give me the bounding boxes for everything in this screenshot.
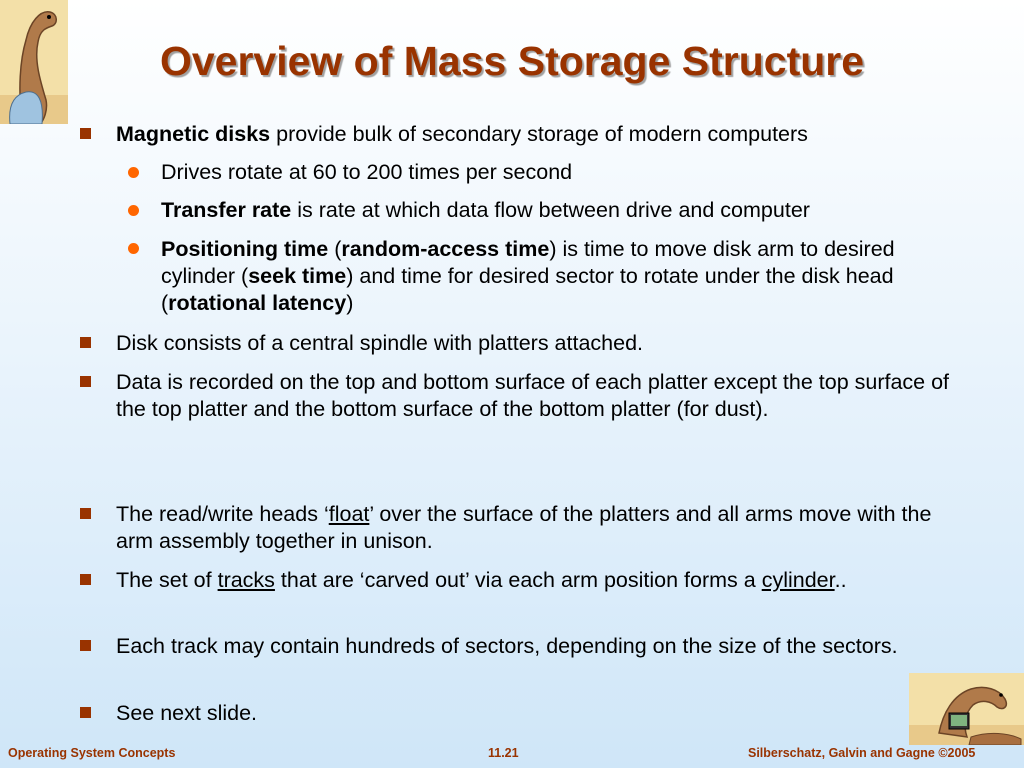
square-bullet-icon — [80, 376, 91, 387]
dinosaur-laptop-image — [909, 673, 1024, 745]
bullet-see-next-slide: See next slide. — [116, 701, 258, 725]
sub-bullet-transfer-rate: Transfer rate is rate at which data flow between drive and computer — [161, 198, 810, 222]
footer-course-title: Operating System Concepts — [8, 746, 176, 760]
square-bullet-icon — [80, 508, 91, 519]
round-bullet-icon — [128, 205, 139, 216]
bullet-magnetic-disks: Magnetic disks provide bulk of secondary storage of modern computers — [116, 122, 808, 146]
slide-title: Overview of Mass Storage Structure — [159, 38, 865, 84]
footer-slide-number: 11.21 — [488, 746, 519, 760]
square-bullet-icon — [80, 337, 91, 348]
bullet-tracks-cylinder: The set of tracks that are ‘carved out’ via each arm position forms a cylinder.. — [116, 568, 847, 592]
round-bullet-icon — [128, 167, 139, 178]
bullet-recorded-surfaces: Data is recorded on the top and bottom surface of each platter except the top surface of the top platter and the bottom surface of the bottom platter (for dust). — [116, 370, 950, 421]
square-bullet-icon — [80, 640, 91, 651]
footer-copyright: Silberschatz, Galvin and Gagne ©2005 — [748, 746, 976, 760]
bullet-spindle: Disk consists of a central spindle with platters attached. — [116, 331, 644, 355]
bullet-sectors: Each track may contain hundreds of sectors, depending on the size of the sectors. — [116, 634, 898, 658]
sub-bullet-rotation: Drives rotate at 60 to 200 times per second — [161, 160, 573, 184]
round-bullet-icon — [128, 243, 139, 254]
square-bullet-icon — [80, 128, 91, 139]
sub-bullet-positioning-time: Positioning time (random-access time) is time to move disk arm to desired cylinder (seek time) and time for desired sector to rotate under the disk head (rotational latency) — [161, 237, 895, 315]
square-bullet-icon — [80, 574, 91, 585]
square-bullet-icon — [80, 707, 91, 718]
bullet-read-write-heads: The read/write heads ‘float’ over the surface of the platters and all arms move with the arm assembly together in unison. — [116, 502, 932, 553]
